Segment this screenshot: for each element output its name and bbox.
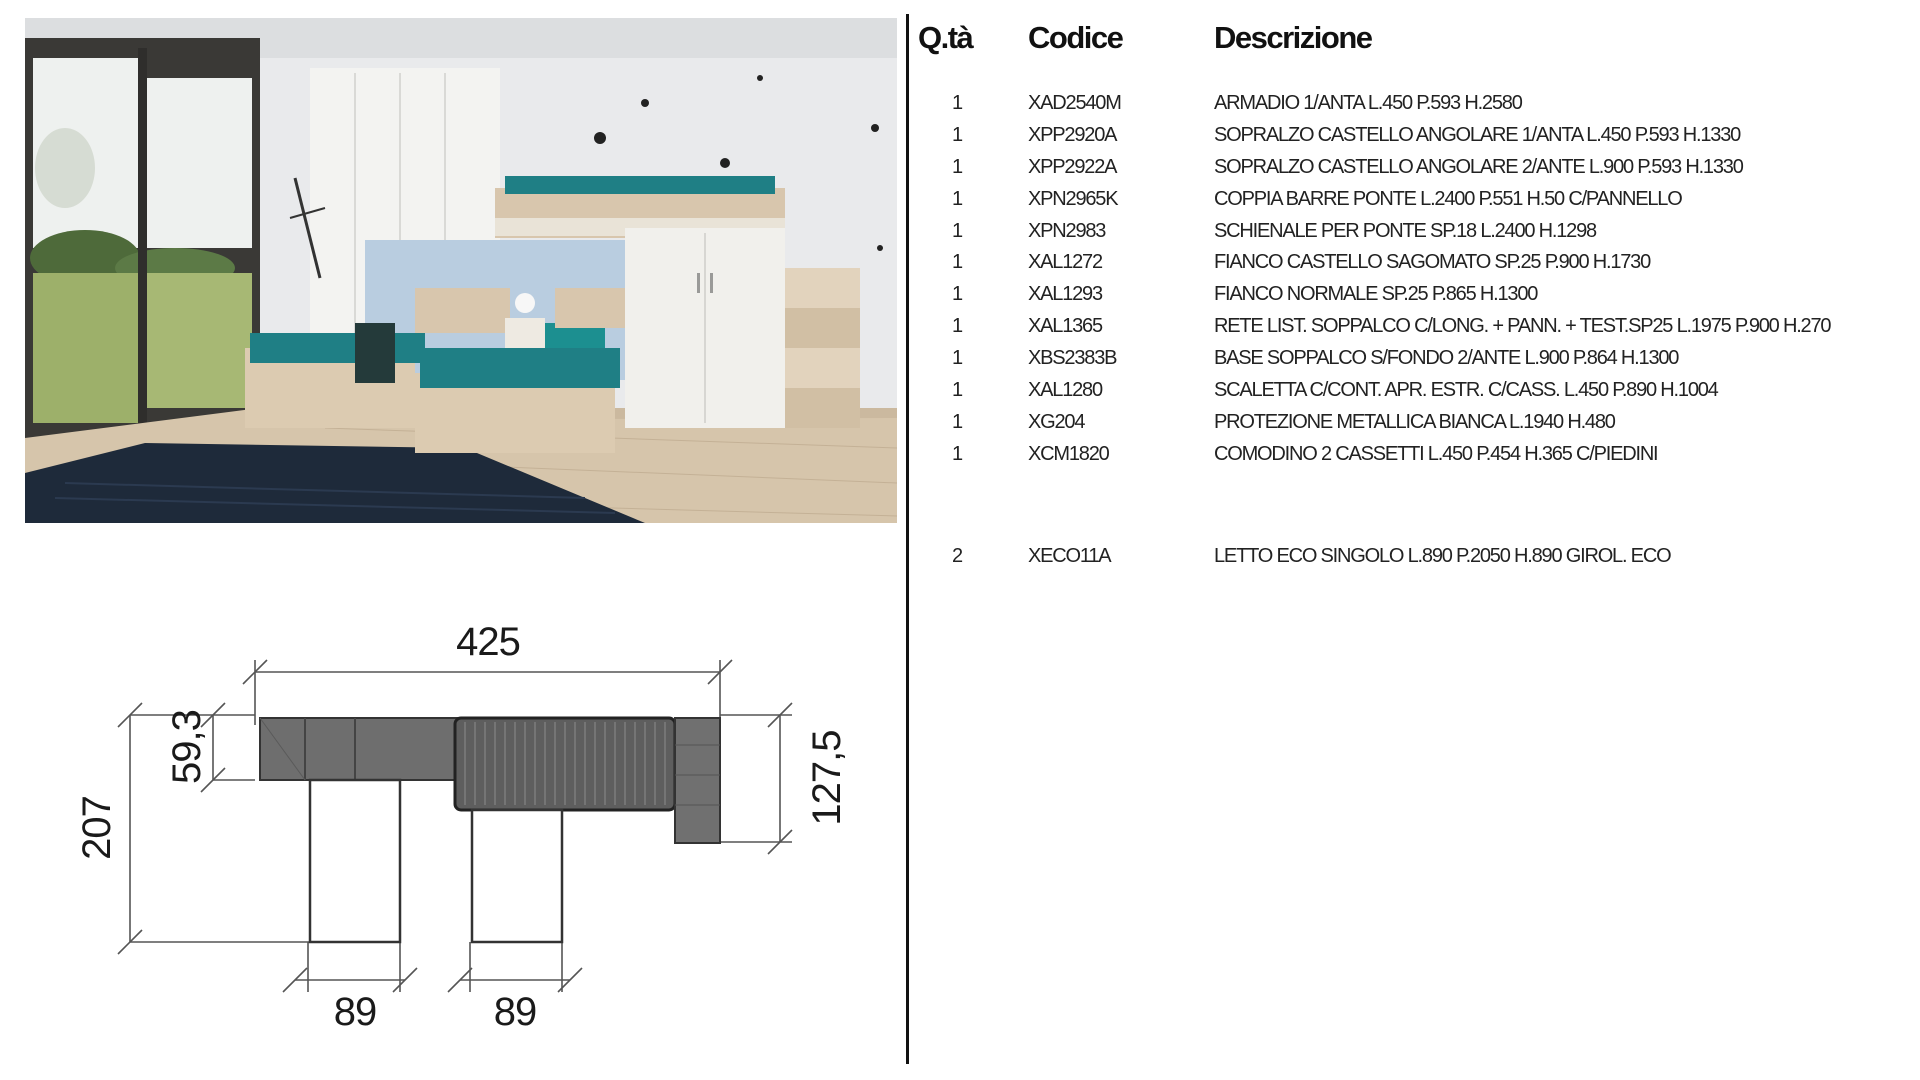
dim-total-depth: 207	[75, 796, 119, 860]
row-qty: 1	[952, 442, 962, 465]
parts-table	[918, 14, 1913, 567]
table-row	[918, 315, 1913, 347]
dim-total-width: 425	[456, 620, 520, 664]
dim-bed2-width: 89	[493, 990, 537, 1034]
table-row	[918, 92, 1913, 124]
dim-right-depth: 127,5	[805, 730, 849, 826]
table-row	[918, 220, 1913, 252]
row-code: XPP2922A	[1028, 155, 1117, 178]
row-qty: 2	[952, 545, 962, 567]
row-description: PROTEZIONE METALLICA BIANCA L.1940 H.480	[1214, 410, 1615, 433]
row-qty: 1	[952, 155, 962, 178]
row-code: XAD2540M	[1028, 92, 1121, 114]
table-body	[918, 92, 1913, 475]
row-code: XG204	[1028, 410, 1085, 433]
table-row	[918, 411, 1913, 443]
row-qty: 1	[952, 123, 962, 146]
row-description: BASE SOPPALCO S/FONDO 2/ANTE L.900 P.864 H.1300	[1214, 347, 1679, 370]
row-qty: 1	[952, 283, 962, 306]
table-row	[918, 251, 1913, 283]
row-description: RETE LIST. SOPPALCO C/LONG. + PANN. + TEST.SP25 L.1975 P.900 H.270	[1214, 315, 1831, 338]
row-description: SOPRALZO CASTELLO ANGOLARE 2/ANTE L.900 P.593 H.1330	[1214, 155, 1743, 178]
row-description: COPPIA BARRE PONTE L.2400 P.551 H.50 C/PANNELLO	[1214, 187, 1682, 210]
header-description: Descrizione	[1214, 20, 1372, 55]
table-header	[918, 14, 1913, 74]
row-qty: 1	[952, 410, 962, 433]
row-code: XBS2383B	[1028, 347, 1117, 370]
column-divider	[906, 14, 909, 1064]
dim-upper-depth: 59,3	[165, 710, 209, 784]
table-row	[918, 347, 1913, 379]
row-code: XAL1365	[1028, 315, 1102, 338]
row-qty: 1	[952, 315, 962, 338]
row-qty: 1	[952, 347, 962, 370]
table-row-extra	[918, 545, 1913, 577]
row-qty: 1	[952, 379, 962, 402]
row-description: ARMADIO 1/ANTA L.450 P.593 H.2580	[1214, 92, 1522, 114]
row-description: FIANCO NORMALE SP.25 P.865 H.1300	[1214, 283, 1538, 306]
table-row	[918, 379, 1913, 411]
row-qty: 1	[952, 251, 962, 274]
row-code: XCM1820	[1028, 442, 1109, 465]
row-code: XAL1272	[1028, 251, 1102, 274]
header-qty: Q.tà	[918, 20, 973, 55]
row-code: XPP2920A	[1028, 123, 1117, 146]
row-description: SOPRALZO CASTELLO ANGOLARE 1/ANTA L.450 P.593 H.1330	[1214, 123, 1741, 146]
floor-plan-diagram	[70, 600, 870, 1050]
row-code: XAL1293	[1028, 283, 1102, 306]
row-code: XECO11A	[1028, 545, 1111, 567]
dim-bed1-width: 89	[333, 990, 377, 1034]
row-description: COMODINO 2 CASSETTI L.450 P.454 H.365 C/PIEDINI	[1214, 442, 1658, 465]
table-row	[918, 156, 1913, 188]
row-description: SCALETTA C/CONT. APR. ESTR. C/CASS. L.450 P.890 H.1004	[1214, 379, 1718, 402]
table-row	[918, 443, 1913, 475]
row-description: LETTO ECO SINGOLO L.890 P.2050 H.890 GIROL. ECO	[1214, 545, 1671, 567]
table-row	[918, 188, 1913, 220]
row-qty: 1	[952, 187, 962, 210]
table-row	[918, 283, 1913, 315]
row-qty: 1	[952, 92, 962, 114]
header-code: Codice	[1028, 20, 1123, 55]
row-description: SCHIENALE PER PONTE SP.18 L.2400 H.1298	[1214, 219, 1596, 242]
row-code: XAL1280	[1028, 379, 1102, 402]
row-code: XPN2983	[1028, 219, 1106, 242]
row-qty: 1	[952, 219, 962, 242]
product-photo	[25, 18, 897, 523]
row-code: XPN2965K	[1028, 187, 1118, 210]
table-row	[918, 124, 1913, 156]
row-description: FIANCO CASTELLO SAGOMATO SP.25 P.900 H.1730	[1214, 251, 1651, 274]
